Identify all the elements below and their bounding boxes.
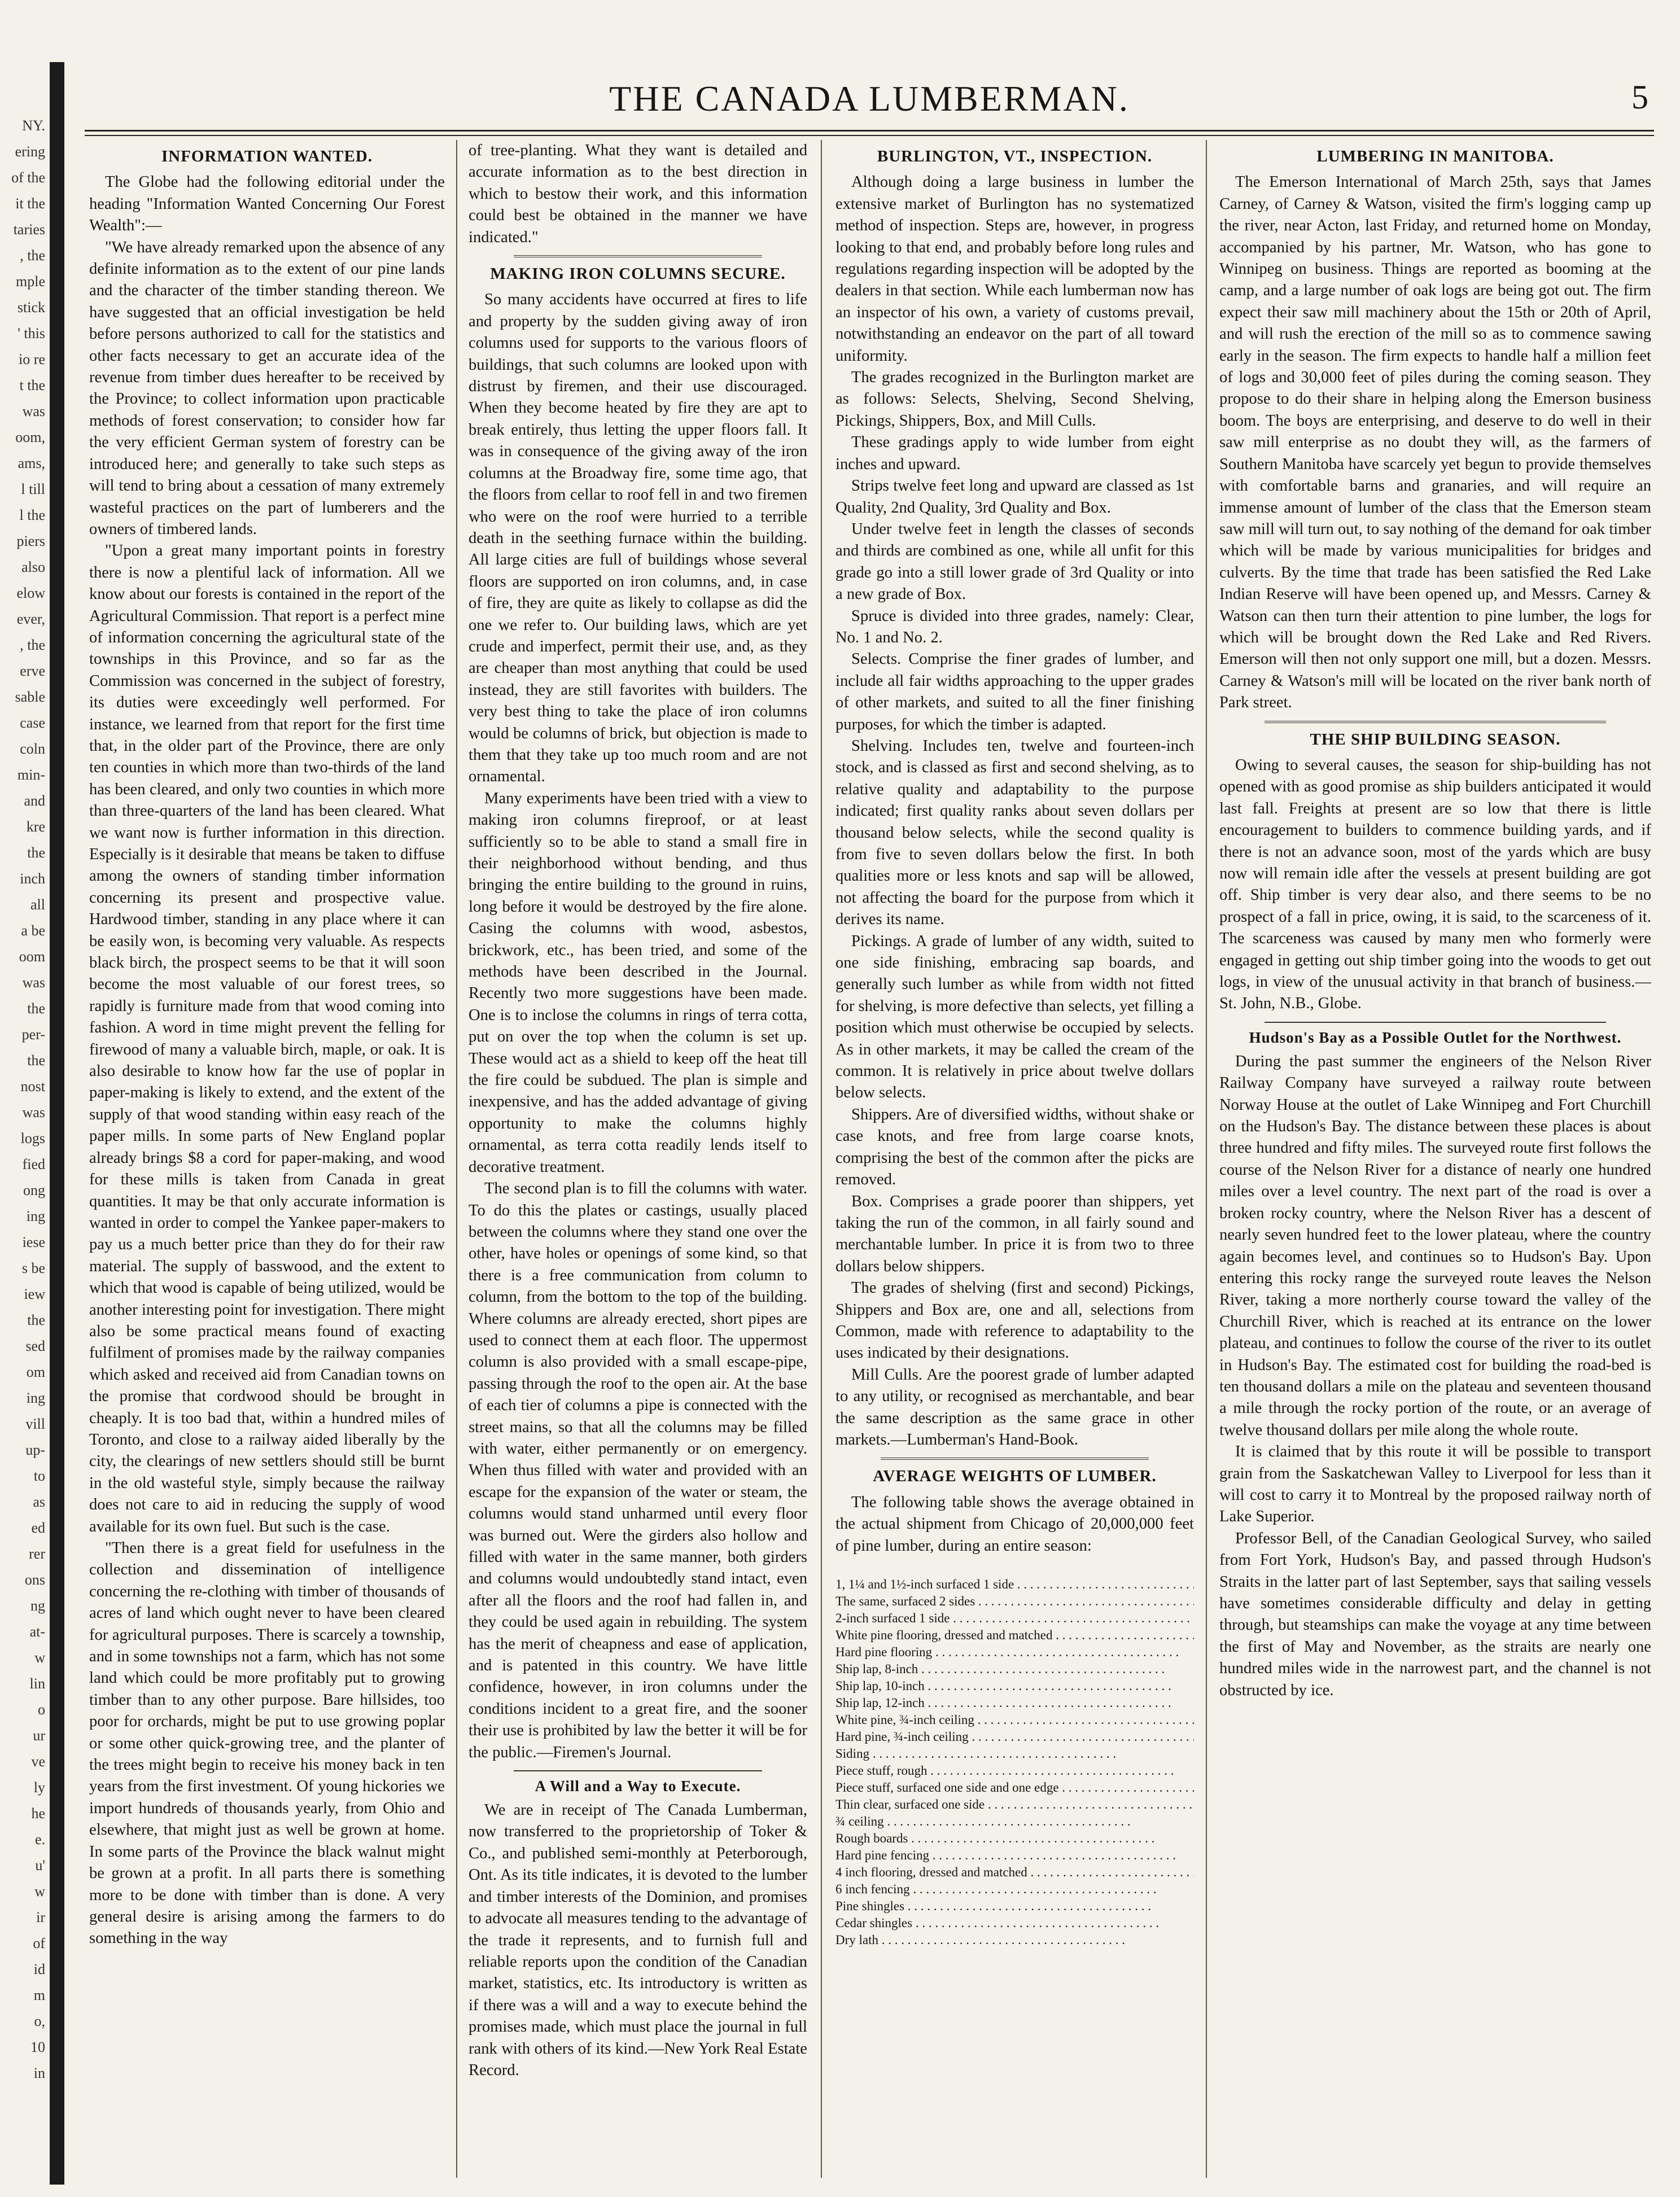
table-row [835,1898,1194,1915]
lumber-type: 1, 1¼ and 1½-inch surfaced 1 side . . . [835,1576,1194,1593]
gutter-fragment: ng [30,1598,45,1614]
gutter-fragment: up- [25,1442,45,1458]
lumber-type: Rough boards . . . [835,1830,1194,1847]
article-body [89,172,445,1949]
table-row [835,1915,1194,1932]
gutter-fragment: stick [17,299,45,316]
gutter-fragment: ons [24,1572,45,1588]
table-row [835,1728,1194,1745]
table-row [835,1627,1194,1644]
table-row [835,1678,1194,1695]
article-heading: THE SHIP BUILDING SEASON. [1310,730,1561,749]
gutter-fragment: coln [20,741,45,757]
paragraph: Professor Bell, of the Canadian Geological Survey, who sailed from Fort York, Hudson's Bay, and passed through Hudson's Straits in the latter part of last September, says that sailing vessels have sometimes considerable difficulty and delay in getting through, but steamships can make the voyage at any time between the first of May and November, as the straits are nearly one hundred miles wide in the narrowest part, and the channel is not obstructed by ice. [1219,1529,1651,1699]
gutter-fragment: min- [17,767,45,783]
gutter-fragment: t the [19,377,45,393]
lumber-type: Dry lath . . . [835,1932,1194,1949]
gutter-fragment: all [30,896,45,913]
paragraph: Many experiments have been tried with a view to making iron columns fireproof, or at least sufficiently so to be able to stand a small fire in their neighborhood without bending, and thus bringing the entire building to the ground in ruins, long before it would be destroyed by the fire alone. Casing the columns with wood, asbestos, brickwork, etc., has been tried, and some of the methods have been described in the Journal. Recently two more suggestions have been made. One is to inclose the columns in rings of terra cotta, put on over the top when the column is set up. These would act as a shield to keep off the heat till the fire could be subdued. The plan is simple and inexpensive, and has the added advantage of giving opportunity to make the columns highly ornamental, as terra cotta readily lends itself to decorative treatment. [469,789,807,1176]
paragraph: The grades recognized in the Burlington market are as follows: Selects, Shelving, Second Shelving, Pickings, Shippers, Box, and Mill Culls. [835,369,1194,430]
paragraph: "We have already remarked upon the absence of any definite information as to the extent of our pine lands and the character of the timber standing thereon. We have suggested that an official investigation be held before persons authorized to call for the statistics and other facts necessary to get an accurate idea of the revenue from timber dues hereafter to be received by the Province; to collect information upon practicable methods of forest conservation; to consider how far the very efficient German system of forestry can be introduced here; and generally to take such steps as will tend to bring about a cessation of many extremely wasteful practices on the part of lumberers and the owners of timbered lands. [89,238,445,538]
paragraph: We are in receipt of The Canada Lumberman, now transferred to the proprietorship of Toker & Co., and published semi-monthly at Peterborough, Ont. As its title indicates, it is devoted to the lumber and timber interests of the Dominion, and promises to advocate all measures tending to the advantage of the trade it represents, and to furnish full and reliable reports upon the condition of the Canadian market, statistics, etc. Its introductory is written as if there was a will and a way to execute behind the promises made, which must place the journal in full rank with others of its kind.—New York Real Estate Record. [469,1801,807,2079]
table-row [835,1610,1194,1627]
lumber-type: Siding . . . [835,1745,1194,1762]
column-divider [1206,140,1207,2178]
paragraph: The following table shows the average obtained in the actual shipment from Chicago of 20,000,000 feet of pine lumber, during an entire season: [835,1493,1194,1555]
table-row [835,1712,1194,1728]
gutter-fragment: ly [33,1779,45,1796]
column-2 [469,140,807,2178]
paragraph: Owing to several causes, the season for ship-building has not opened with as good promise as ship builders anticipated it would last fall. Freights at present are so low that there is little encouragement to builders to commence building yards, and if there is not an advance soon, most of the yards which are busy now will remain idle after the vessels at present building are got off. Ship timber is very dear also, and there seems to be no prospect of a fall in price, owing, it is said, to the scarceness of it. The scarceness was caused by many men who formerly were engaged in getting out ship timber going into the woods to get out logs, in view of the unusual activity in that branch of business.—St. John, N.B., Globe. [1219,756,1651,1013]
table-row [835,1661,1194,1678]
gutter-fragment: ir [36,1909,45,1925]
gutter-fragment: ering [15,143,45,160]
gutter-fragment: elow [16,585,45,601]
article-heading: Hudson's Bay as a Possible Outlet for the Northwest. [1249,1029,1622,1046]
lumber-type: Ship lap, 8-inch . . . [835,1661,1194,1678]
gutter-fragment: s be [21,1260,45,1276]
gutter-fragment: l the [19,507,45,523]
gutter-fragment: of [33,1935,45,1951]
table-row [835,1847,1194,1864]
gutter-fragment: the [27,1312,45,1328]
article-heading: MAKING IRON COLUMNS SECURE. [490,265,786,283]
gutter-fragment: in [33,2065,45,2081]
gutter-fragment: lin [29,1675,45,1692]
table-row [835,1813,1194,1830]
gutter-fragment: e. [34,1831,45,1848]
gutter-fragment: of the [11,169,45,186]
lumber-type: Ship lap, 10-inch . . . [835,1678,1194,1695]
paragraph: The Globe had the following editorial under the heading "Information Wanted Concerning Our Forest Wealth":— [89,173,445,235]
gutter-fragment: fied [22,1156,45,1172]
table-row [835,1779,1194,1796]
paragraph: These gradings apply to wide lumber from eight inches and upward. [835,434,1194,473]
gutter-fragment: at- [29,1623,45,1640]
gutter-fragment: kre [26,819,45,835]
gutter-fragment: logs [20,1130,45,1146]
weights-table [835,1559,1194,1949]
gutter-fragment: l till [21,481,45,497]
gutter-fragment: nost [20,1078,45,1095]
gutter-fragment: om [26,1364,45,1380]
masthead-rule [85,130,1654,136]
gutter-fragment: ing [26,1390,45,1406]
paragraph: Mill Culls. Are the poorest grade of lumber adapted to any utility, or recognised as merchantable, and bear the same description as the same grace in other markets.—Lumberman's Hand-Book. [835,1366,1194,1448]
gutter-fragment: ong [23,1182,45,1198]
gutter-fragment: also [21,559,45,575]
table-row [835,1881,1194,1898]
lumber-type: 6 inch fencing . . . [835,1881,1194,1898]
gutter-fragment: o, [34,2013,45,2029]
lumber-type: Piece stuff, surfaced one side and one edge . . . [835,1779,1194,1796]
masthead [85,73,1654,124]
gutter-fragment: ' this [18,325,45,342]
gutter-fragment: oom [19,948,45,965]
lumber-type: White pine flooring, dressed and matched . . . [835,1627,1194,1644]
gutter-fragment: case [20,715,45,731]
column-1 [89,140,445,2178]
gutter-fragment: ur [33,1727,45,1744]
paragraph: During the past summer the engineers of the Nelson River Railway Company have surveyed a railway route between Norway House at the outlet of Lake Winnipeg and Fort Churchill on the Hudson's Bay. The distance between these places is about three hundred and fifty miles. The surveyed route first follows the course of the Nelson River for a distance of nearly one hundred miles over a level country. The next part of the road is over a broken rocky country, where the Nelson River has a descent of nearly seven hundred feet to the lower plateau, where the country again becomes level, and continues so to Hudson's Bay. Upon entering this rocky range the surveyed route leaves the Nelson River, taking a more northerly course toward the valley of the Churchill River, which is reached at its entrance on the lower plateau, and continues to follow the course of the river to its outlet in Hudson's Bay. The estimated cost for building the road-bed is ten thousand dollars a mile on the plateau and seventeen thousand a mile through the rocky portion of the route, or an average of twelve thousand dollars per mile along the whole route. [1219,1052,1651,1439]
paragraph: Under twelve feet in length the classes of seconds and thirds are combined as one, while all unfit for this grade go into a still lower grade of 3rd Quality or into a new grade of Box. [835,520,1194,603]
gutter-fragment: the [27,844,45,861]
lumber-type: The same, surfaced 2 sides . . . [835,1593,1194,1610]
gutter-fragment: NY. [22,117,45,134]
lumber-type: Ship lap, 12-inch . . . [835,1695,1194,1712]
gutter-fragment: piers [16,533,45,549]
article-heading: AVERAGE WEIGHTS OF LUMBER. [873,1467,1157,1486]
newspaper-title: THE CANADA LUMBERMAN. [609,78,1130,119]
gutter-fragment: , the [20,247,45,264]
gutter-fragment: ams, [18,455,45,471]
gutter-fragment: w [34,1649,45,1666]
section-divider [881,1458,1149,1460]
table-row [835,1695,1194,1712]
lumber-type: Hard pine, ¾-inch ceiling . . . [835,1728,1194,1745]
gutter-fragment: erve [20,663,45,679]
table-row [835,1864,1194,1881]
gutter-fragment: he [31,1805,45,1822]
column-divider [821,140,822,2178]
section-divider [1265,1022,1606,1023]
gutter-fragment: o [38,1701,45,1718]
gutter-fragment: iese [22,1234,45,1250]
gutter-fragment: u' [35,1857,45,1874]
page-number: 5 [1631,78,1648,116]
article-heading: LUMBERING IN MANITOBA. [1316,147,1554,165]
lumber-type: 2-inch surfaced 1 side . . . [835,1610,1194,1627]
lumber-type: White pine, ¾-inch ceiling . . . [835,1712,1194,1728]
table-row [835,1593,1194,1610]
column-4 [1219,140,1651,2178]
column-divider [456,140,457,2178]
article-heading: A Will and a Way to Execute. [535,1778,741,1795]
paragraph: Selects. Comprise the finer grades of lumber, and include all fair widths approaching to the upper grades of other markets, and suited to all the finer finishing purposes, for which the timber is adapted. [835,650,1194,733]
lumber-type: ¾ ceiling . . . [835,1813,1194,1830]
paragraph: "Then there is a great field for usefulness in the collection and dissemination of intelligence concerning the re-clothing with timber of thousands of acres of land which ought never to have been cleared for agricultural purposes. There is scarcely a township, and in some townships not a farm, which has not some land which could be more profitably put to growing timber than to any other purpose. Bare hillsides, too poor for orchards, might be put to use growing poplar or some other quick-growing tree, and the planter of the trees might begin to receive his money back in ten years from the first investment. Of young hickories we import hundreds of thousands yearly, from Ohio and elsewhere, that might just as well be grown at home. In some parts of the Province the black walnut might be grown at a profit. In all parts there is something more to be done with timber than is done. A very general desire is arising among the farmers to do something in the way [89,1539,445,1947]
section-divider [1265,721,1606,723]
adjacent-page-fragments [0,113,45,2145]
table-row [835,1932,1194,1949]
paragraph: Spruce is divided into three grades, namely: Clear, No. 1 and No. 2. [835,607,1194,646]
paragraph: So many accidents have occurred at fires to life and property by the sudden giving away of iron columns used for supports to the various floors of buildings, that such columns are looked upon with distrust by firemen, and their use discouraged. When they become heated by fire they are apt to break entirely, thus letting the upper floors fall. It was in consequence of the giving away of the iron columns at the Broadway fire, some time ago, that the floors from cellar to roof fell in and two firemen who were on the roof were hurried to a terrible death in the seething furnace within the building. All large cities are full of buildings whose several floors are supported on iron columns, and, in case of fire, they are quite as likely to collapse as did the one we refer to. Our building laws, which are yet crude and imperfect, permit their use, and, as they are cheaper than most anything that could be used instead, they are still favorites with builders. The very best thing to take the place of iron columns would be columns of brick, but objection is made to them that they take up too much room and are not ornamental. [469,291,807,786]
gutter-fragment: w [34,1883,45,1900]
weights-table-wrap [835,1557,1194,1949]
paragraph: Although doing a large business in lumber the extensive market of Burlington has no systematized method of inspection. Steps are, however, in progress looking to that end, and probably before long rules and regulations regarding inspection will be adopted by the dealers in that section. While each lumberman now has an inspector of his own, a variety of customs prevail, notwithstanding an endeavor on the part of all toward uniformity. [835,173,1194,365]
gutter-fragment: and [24,793,45,809]
gutter-fragment: ing [26,1208,45,1224]
lumber-type: Hard pine fencing . . . [835,1847,1194,1864]
gutter-fragment: io re [19,351,45,367]
section-divider [514,1770,762,1771]
lumber-type: Thin clear, surfaced one side . . . [835,1796,1194,1813]
paragraph: Shelving. Includes ten, twelve and fourteen-inch stock, and is classed as first and second shelving, as to relative quality and adaptability to the purpose indicated; first quality ranks about seven dollars per thousand below selects, while the second quality is from five to seven dollars below the first. In both qualities more or less knots and sap will be allowed, not affecting the board for the purpose from which it derives its name. [835,737,1194,929]
gutter-fragment: ever, [16,611,45,627]
paragraph: It is claimed that by this route it will be possible to transport grain from the Saskatchewan Valley to Liverpool for less than it will cost to carry it to Montreal by the proposed railway north of Lake Superior. [1219,1443,1651,1526]
gutter-fragment: was [22,974,45,991]
section-divider [514,255,762,257]
margin-binding-rule [50,62,64,2185]
gutter-fragment: rer [29,1546,45,1562]
gutter-fragment: vill [25,1416,45,1432]
table-row [835,1830,1194,1847]
gutter-fragment: mple [16,273,45,290]
paragraph: "Upon a great many important points in forestry there is now a plentiful lack of information. All we know about our forests is contained in the report of the Agricultural Commission. That report is a perfect mine of information concerning the agricultural state of the townships in this Province, and so far as the Commission was concerned in the subject of forestry, its duties were exceedingly well performed. For instance, we learned from that report for the first time that, in the older part of the Province, there are only ten counties in which more than two-thirds of the land has been cleared, and only two counties in which more than three-quarters of the land has been cleared. What we want now is further information in this direction. Especially is it desirable that means be taken to diffuse among the owners of standing timber information concerning its present and prospective value. Hardwood timber, standing in any place where it can be easily won, is becoming very valuable. As respects black birch, the prospect seems to be that it will soon become the most valuable of our forest trees, so rapidly is furniture made from that wood coming into fashion. A word in time might prevent the felling for firewood of many a valuable birch, maple, or oak. It is also desirable to know how far the use of poplar in paper-making is likely to extend, and the extent of the supply of that wood standing within easy reach of the paper mills. In some parts of New England poplar already brings $8 a cord for paper-making, and wood for these mills is taken from Canada in great quantities. It may be that only accurate information is wanted in order to compel the Yankee paper-makers to pay us a much better price than they do for their raw material. The supply of basswood, and the extent to which that wood is capable of being utilized, would be another interesting point for investigation. There might also be some practical means found of exacting fulfilment of promises made by the railway companies which asked and received aid from Canadian towns on the promise that cordwood should be brought in cheaply. It is too bad that, within a hundred miles of Toronto, and close to a railway aided liberally by the city, the clearings of new settlers should still be burnt in the old wasteful style, simply because the railway does not care to aid in reducing the supply of wood available for its own fuel. But such is the case. [89,542,445,1535]
gutter-fragment: as [33,1494,45,1510]
gutter-fragment: was [22,403,45,419]
gutter-fragment: sed [25,1338,45,1354]
gutter-fragment: oom, [15,429,45,445]
column-3 [835,140,1194,2178]
gutter-fragment: the [27,1000,45,1017]
gutter-fragment: inch [20,870,45,887]
gutter-fragment: it the [15,195,45,212]
lumber-type: Cedar shingles . . . [835,1915,1194,1932]
table-row [835,1762,1194,1779]
paragraph: Box. Comprises a grade poorer than shippers, yet taking the run of the common, in all fairly sound and merchantable lumber. In price it is from two to three dollars below shippers. [835,1192,1194,1275]
gutter-fragment: to [33,1468,45,1484]
paragraph: The second plan is to fill the columns with water. To do this the plates or castings, usually placed between the columns where they stand one over the other, have holes or openings of some kind, so that there is a free communication from column to column, from the bottom to the top of the building. Where columns are already erected, short pipes are used to connect them at each floor. The uppermost column is also provided with a small escape-pipe, passing through the roof to the open air. At the base of each tier of columns a pipe is connected with the street mains, so that all the columns may be filled with water, either permanently or on emergency. When thus filled with water and provided with an escape for the expansion of the water or steam, the columns would stand unharmed until every floor was burned out. Were the girders also hollow and filled with water in the same manner, both girders and columns would undoubtedly stand intact, even after all the floors and the roof had fallen in, and they could be used again in rebuilding. The system has the merit of cheapness and ease of application, and is patented in this country. We have little confidence, however, in iron columns under the conditions incident to a great fire, and the sooner their use is prohibited by law the better it will be for the public.—Firemen's Journal. [469,1180,807,1761]
table-row [835,1796,1194,1813]
gutter-fragment: a be [21,922,45,939]
article-heading: BURLINGTON, VT., INSPECTION. [877,147,1153,165]
paragraph: Shippers. Are of diversified widths, without shake or case knots, and free from large coarse knots, comprising the best of the common after the picks are removed. [835,1105,1194,1189]
paragraph: Strips twelve feet long and upward are classed as 1st Quality, 2nd Quality, 3rd Quality and Box. [835,477,1194,517]
paragraph: of tree-planting. What they want is detailed and accurate information as to the best direction in which to bestow their work, and this information could best be obtained in the manner we have indicated." [469,142,807,246]
paragraph: Pickings. A grade of lumber of any width, suited to one side finishing, embracing sap boards, and generally such lumber as while from width not fitted for shelving, is more defective than selects, yet filling a position which must otherwise be occupied by selects. As in other markets, it may be called the cream of the common. It is relatively in price about twelve dollars below selects. [835,932,1194,1102]
paragraph: The grades of shelving (first and second) Pickings, Shippers and Box are, one and all, selections from Common, made with reference to adaptability to the uses indicated by their designations. [835,1279,1194,1362]
gutter-fragment: taries [13,221,45,238]
gutter-fragment: , the [20,637,45,653]
table-row [835,1745,1194,1762]
lumber-type: Piece stuff, rough . . . [835,1762,1194,1779]
paragraph: The Emerson International of March 25th, says that James Carney, of Carney & Watson, visited the firm's logging camp up the river, near Acton, last Friday, and returned home on Monday, accompanied by his partner, Mr. Watson, who has gone to Winnipeg on business. Things are reported as booming at the camp, and a large number of oak logs are being got out. The firm expect their saw mill machinery about the 15th or 20th of April, and will rush the erection of the mill so as to commence sawing early in the season. The firm expects to handle half a million feet of logs and 30,000 feet of piles during the coming season. They propose to do their share in helping along the Emerson business boom. The boys are enterprising, and deserve to do well in their saw mill enterprise as no doubt they will, as the farmers of Southern Manitoba have scarcely yet begun to provide themselves with comfortable barns and granaries, and will require an immense amount of lumber of the class that the Emerson steam saw mill will turn out, to say nothing of the demand for oak timber which will be made by various municipalities for bridges and culverts. By the time that trade has been satisfied the Red Lake Indian Reserve will have been opened up, and Messrs. Carney & Watson can then turn their attention to pine lumber, the logs for which will be brought down the Red Lake and Red Rivers. Emerson will then not only support one mill, but a dozen. Messrs. Carney & Watson's mill will be located on the river bank north of Park street. [1219,173,1651,712]
gutter-fragment: id [33,1961,45,1977]
gutter-fragment: was [22,1104,45,1121]
lumber-type: Pine shingles . . . [835,1898,1194,1915]
lumber-type: Hard pine flooring . . . [835,1644,1194,1661]
gutter-fragment: ed [31,1520,45,1536]
gutter-fragment: per- [21,1026,45,1043]
lumber-type: 4 inch flooring, dressed and matched . . . [835,1864,1194,1881]
gutter-fragment: the [27,1052,45,1069]
gutter-fragment: iew [24,1286,45,1302]
gutter-fragment: 10 [30,2039,45,2055]
gutter-fragment: m [33,1987,45,2003]
gutter-fragment: sable [15,689,45,705]
article-heading: INFORMATION WANTED. [161,147,373,165]
table-row [835,1576,1194,1593]
table-row [835,1644,1194,1661]
gutter-fragment: ve [31,1753,45,1770]
